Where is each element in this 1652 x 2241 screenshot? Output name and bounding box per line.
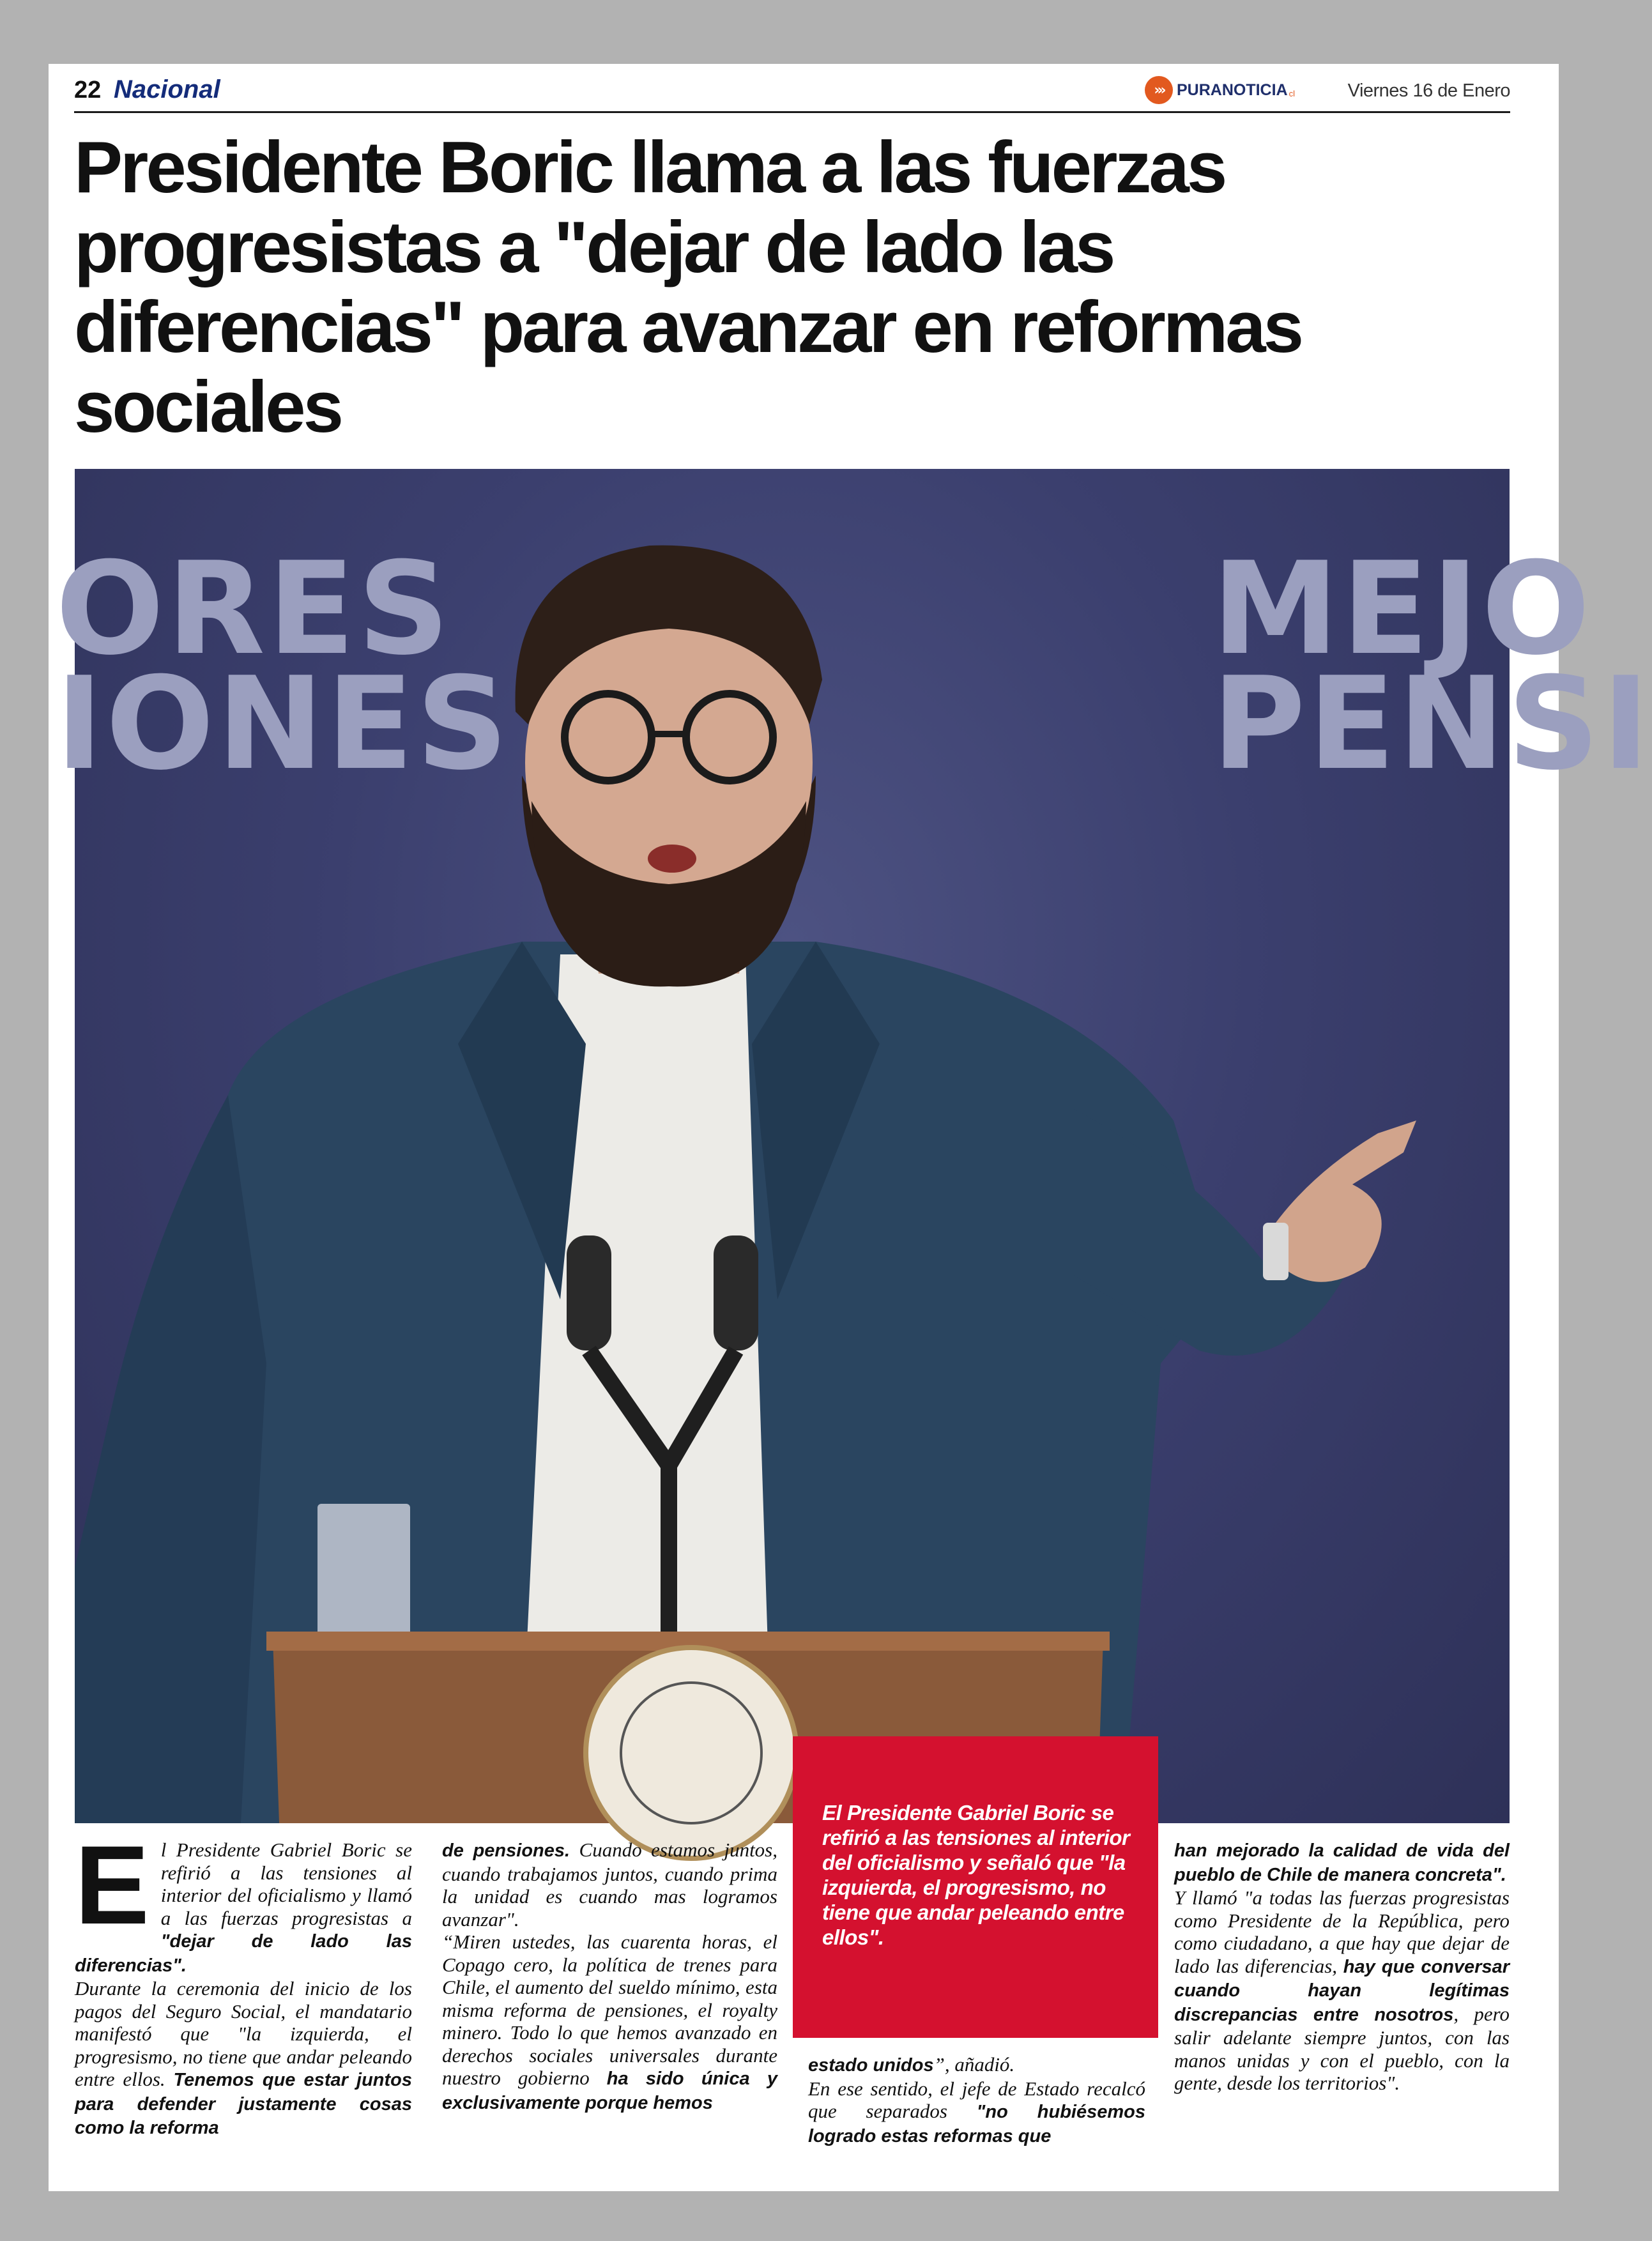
text: Y llamó "a todas las fuerzas progresistas como Presidente de la República, pero como ciudadano, a que hay que dejar de lado las diferencias, [1174, 1886, 1510, 1977]
speaker-illustration [75, 469, 1510, 1823]
backdrop-text-left-content: ORES IONES [56, 535, 511, 799]
wristwatch [1263, 1223, 1289, 1280]
paragraph [808, 2053, 1145, 2077]
section-name: Nacional [114, 75, 220, 103]
mouth [648, 845, 696, 873]
text: “Miren ustedes, las cuarenta horas, el Copago cero, la política de trenes para Chile, el aumento del sueldo mínimo, esta misma reforma de pensiones, el royalty minero. Todo lo que hemos avanzado en derechos sociales universales durante nuestro gobierno [442, 1931, 777, 2089]
pointing-hand [1276, 1120, 1416, 1282]
issue-date: Viernes 16 de Enero [1347, 80, 1510, 101]
pull-quote-box [793, 1736, 1158, 2038]
text: ”, añadió. [933, 2053, 1015, 2076]
bold-text: "dejar de lado las diferencias". [75, 1931, 412, 1976]
brand-logo [1145, 74, 1295, 106]
page-header [74, 72, 1510, 113]
mic-right [714, 1235, 758, 1350]
text: , pero salir adelante siempre juntos, con las manos unidas y con el pueblo, con la gente, desde los territorios". [1174, 2002, 1510, 2094]
paragraph [1174, 1886, 1510, 2095]
left-arm [75, 1095, 266, 1823]
paragraph [442, 1839, 777, 1931]
backdrop-text-right-content: MEJO PENSI [1212, 535, 1652, 799]
bold-text: han mejorado la calidad de vida del pueblo de Chile de manera concreta". [1174, 1840, 1510, 1885]
article-photo [56, 469, 1652, 1823]
article-column-1 [75, 1823, 413, 2140]
text: Cuando estamos juntos, cuando trabajamos juntos, cuando prima la unidad es cuando mas logramos avanzar". [442, 1839, 777, 1931]
paragraph [442, 1931, 777, 2115]
page-number: 22 [74, 77, 102, 103]
text: En ese sentido, el jefe de Estado recalcó que separados [808, 2077, 1145, 2122]
paragraph [808, 2077, 1145, 2148]
headline: Presidente Boric llama a las fuerzas progresistas a "dejar de lado las diferencias" para avanzar en reformas sociales [74, 127, 1302, 448]
drop-cap: E [75, 1823, 149, 1948]
article-column-4 [1174, 1839, 1510, 2095]
article-column-2 [442, 1839, 777, 2115]
text: Durante la ceremonia del inicio de los pagos del Seguro Social, el mandatario manifestó que "la izquierda, el progresismo, no tiene que andar peleando entre ellos. [75, 1977, 412, 2090]
pull-quote-text: El Presidente Gabriel Boric se refirió a las tensiones al interior del oficialismo y señaló que "la izquierda, el progresismo, no tiene que andar peleando entre ellos". [822, 1801, 1130, 1949]
bold-text: hay que conversar cuando hayan legítimas discrepancias entre nosotros [1174, 1956, 1510, 2025]
paragraph [75, 1977, 412, 2140]
mic-left [567, 1235, 611, 1350]
bold-text: Tenemos que estar juntos para defender justamente cosas como la reforma [75, 2070, 413, 2138]
bold-text: de pensiones. [442, 1840, 570, 1861]
bold-text: ha sido única y exclusivamente porque hemos [442, 2069, 778, 2113]
podium-seal-icon [586, 1648, 797, 1858]
article-column-3 [808, 2053, 1145, 2148]
paragraph [1174, 1839, 1510, 1886]
bold-text: estado unidos [808, 2055, 934, 2076]
bold-text: "no hubiésemos logrado estas reformas que [808, 2102, 1146, 2146]
play-arrows-icon: ››› [1145, 76, 1173, 104]
brand-name: PURANOTICIA [1177, 80, 1288, 99]
brand-suffix: cl [1289, 88, 1295, 98]
text: l Presidente Gabriel Boric se refirió a las tensiones al interior del oficialismo y llamó a las fuerzas progresistas a [160, 1839, 412, 1929]
